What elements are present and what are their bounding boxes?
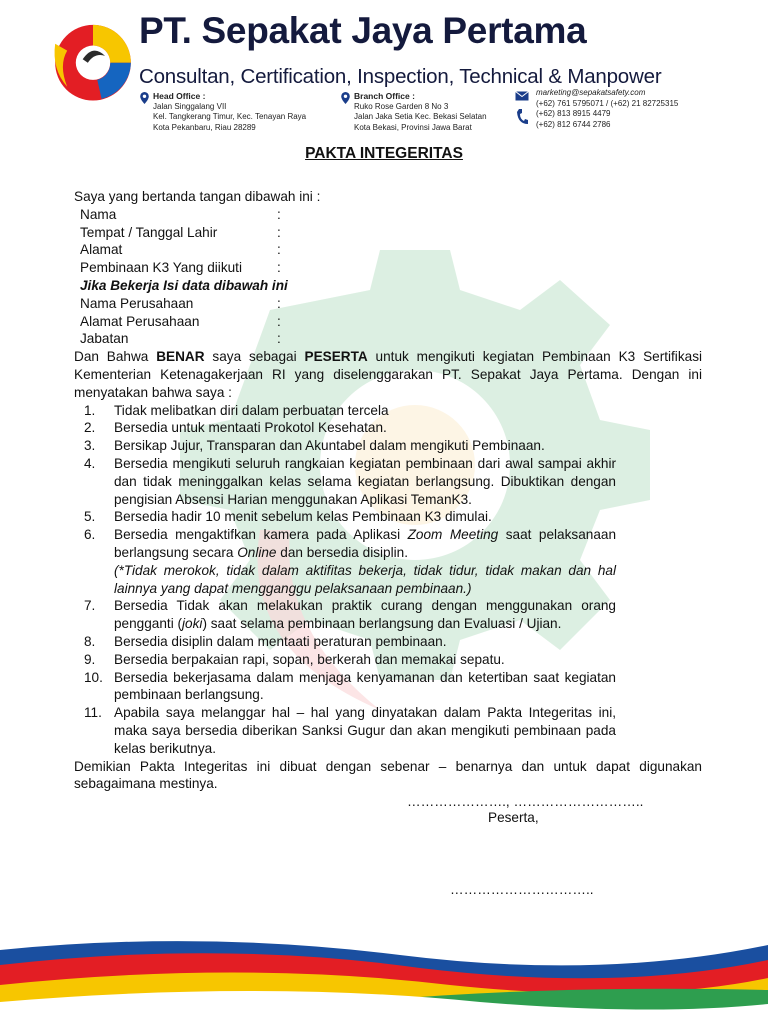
field-label-perusahaan: Nama Perusahaan: [80, 295, 194, 311]
contact-details: [536, 88, 678, 130]
field-label-jabatan: Jabatan: [80, 331, 129, 347]
document-title: [0, 145, 768, 163]
signature-name-line: …………………………..: [450, 882, 594, 897]
item-number: 1.: [84, 402, 96, 418]
contact-phone: (+62) 813 8915 4479: [536, 109, 611, 118]
head-office-address: [153, 91, 306, 133]
list-item: [74, 669, 702, 705]
company-logo: [50, 18, 136, 104]
field-subheading: Jika Bekerja Isi data dibawah ini: [80, 277, 288, 293]
statement-text: untuk mengikuti kegiatan Pembinaan K3 Sertifikasi Kementerian Ketenagakerjaan RI yang diselenggarakan PT. Sepakat Jaya Pertama. Dengan ini menyatakan bahwa saya :: [74, 349, 703, 400]
item-text: Bersedia bekerjasama dalam menjaga kenyamanan dan ketertiban saat kegiatan pembinaan berlangsung.: [114, 669, 616, 703]
statement-text: Dan Bahwa: [74, 349, 157, 365]
field-label-alamat: Alamat: [80, 242, 123, 258]
head-office-line: Kota Pekanbaru, Riau 28289: [153, 122, 256, 132]
field-row: [80, 330, 702, 348]
item-text-part: dan bersedia disiplin.: [276, 544, 408, 560]
signature-label: Peserta,: [488, 810, 539, 825]
item-number: 4.: [84, 455, 96, 471]
company-name: PT. Sepakat Jaya Pertama: [139, 10, 587, 51]
item-text-part: Bersedia mengaktifkan kamera pada Aplikasi: [114, 527, 408, 543]
field-colon: :: [277, 206, 281, 222]
item-number: 10.: [84, 669, 103, 685]
field-colon: :: [277, 224, 281, 240]
item-text-italic: Online: [237, 544, 277, 560]
document-title-text: PAKTA INTEGERITAS: [305, 145, 463, 162]
item-number: 11.: [84, 705, 102, 721]
field-row: [80, 259, 702, 277]
item-text-part: ) saat selama pembinaan berlangsung dan Evaluasi / Ujian.: [202, 616, 562, 632]
head-office-line: Kel. Tangkerang Timur, Kec. Tenayan Raya: [153, 112, 307, 121]
item-number: 3.: [84, 438, 96, 454]
contact-email: marketing@sepakatsafety.com: [536, 88, 646, 97]
item-text-part: Bersedia Tidak akan melakukan praktik curang dengan menggunakan orang pengganti (: [114, 598, 616, 632]
field-label-nama: Nama: [80, 206, 117, 222]
item-text: Bersedia mengikuti seluruh rangkaian kegiatan pembinaan dari awal sampai akhir dan tidak meninggalkan kelas selama kegiatan berlangsung. Dibuktikan dengan pengisian Absensi Harian menggunakan Aplikasi TemanK3.: [114, 455, 616, 507]
contact-phone: (+62) 761 5795071 / (+62) 21 82725315: [536, 98, 679, 108]
item-text: Bersedia untuk mentaati Prokotol Kesehatan.: [114, 420, 387, 436]
form-fields: [74, 206, 702, 348]
item-text: Bersedia berpakaian rapi, sopan, berkerah dan memakai sepatu.: [114, 651, 505, 667]
field-label-pembinaan: Pembinaan K3 Yang diikuti: [80, 260, 242, 276]
statement-emphasis: BENAR: [156, 349, 205, 365]
item-text-part: saat pelaksanaan berlangsung secara: [114, 527, 617, 560]
list-item: [74, 419, 702, 437]
branch-office-line: Kota Bekasi, Provinsi Jawa Barat: [354, 122, 472, 132]
list-item: [74, 651, 702, 669]
item-text-italic: Zoom Meeting: [407, 527, 499, 543]
statement-paragraph: [74, 348, 702, 401]
item-text: Bersedia disiplin dalam mentaati peraturan pembinaan.: [114, 633, 447, 649]
item-text: [114, 597, 616, 633]
location-pin-icon: [140, 92, 149, 104]
date-place-line: …………………., ………………………..: [407, 794, 644, 809]
field-row: [80, 206, 702, 224]
company-tagline: Consultan, Certification, Inspection, Technical & Manpower: [139, 65, 662, 88]
item-text: Tidak melibatkan diri dalam perbuatan tercela: [114, 402, 389, 418]
item-text: [114, 526, 616, 597]
item-text: Apabila saya melanggar hal – hal yang dinyatakan dalam Pakta Integeritas ini, maka saya bersedia diberikan Sanksi Gugur dan akan mengikuti pembinaan pada kelas berikutnya.: [114, 705, 616, 756]
list-item: [74, 402, 702, 420]
field-row: [80, 295, 702, 313]
item-text: Bersikap Jujur, Transparan dan Akuntabel dalam mengikuti Pembinaan.: [114, 438, 545, 454]
location-pin-icon: [341, 92, 350, 104]
branch-office-title: Branch Office :: [354, 91, 415, 101]
field-colon: :: [277, 313, 281, 329]
item-number: 9.: [84, 651, 96, 667]
branch-office-address: [354, 91, 487, 133]
field-row: [80, 241, 702, 259]
footer-wave-decoration: [0, 930, 768, 1024]
item-number: 6.: [84, 527, 96, 543]
item-number: 7.: [84, 598, 96, 614]
list-item: [74, 455, 702, 508]
statement-emphasis: PESERTA: [304, 349, 368, 365]
field-colon: :: [277, 242, 281, 258]
field-colon: :: [277, 331, 281, 347]
list-item: [74, 597, 702, 633]
list-item: [74, 526, 702, 597]
item-number: 5.: [84, 509, 96, 525]
closing-paragraph: Demikian Pakta Integeritas ini dibuat dengan sebenar – benarnya dan untuk dapat digunakan sebagaimana mestinya.: [74, 758, 702, 792]
list-item: [74, 508, 702, 526]
field-row: [80, 224, 702, 242]
commitment-list: [74, 402, 702, 758]
field-label-alamat-perusahaan: Alamat Perusahaan: [80, 313, 200, 329]
phone-icon: [516, 109, 528, 125]
list-item: [74, 437, 702, 455]
intro-text: Saya yang bertanda tangan dibawah ini :: [74, 189, 321, 204]
item-text-italic: joki: [182, 616, 203, 632]
field-row: [80, 313, 702, 331]
item-number: 8.: [84, 633, 96, 649]
branch-office-line: Ruko Rose Garden 8 No 3: [354, 101, 449, 111]
head-office-title: Head Office :: [153, 91, 206, 101]
head-office-line: Jalan Singgalang VII: [153, 101, 227, 111]
statement-text: saya sebagai: [204, 349, 305, 365]
list-item: [74, 633, 702, 651]
item-text: Bersedia hadir 10 menit sebelum kelas Pembinaan K3 dimulai.: [114, 509, 492, 525]
field-colon: :: [277, 260, 281, 276]
item-number: 2.: [84, 420, 96, 436]
item-note: (*Tidak merokok, tidak dalam aktifitas bekerja, tidak tidur, tidak makan dan hal lainnya yang dapat mengganggu pelaksanaan pembinaan.): [114, 562, 616, 596]
branch-office-line: Jalan Jaka Setia Kec. Bekasi Selatan: [354, 112, 487, 121]
contact-phone: (+62) 812 6744 2786: [536, 119, 611, 129]
mail-icon: [515, 91, 529, 101]
document-body: [74, 188, 702, 793]
list-item: [74, 704, 702, 757]
field-label-ttl: Tempat / Tanggal Lahir: [80, 224, 218, 240]
field-colon: :: [277, 295, 281, 311]
